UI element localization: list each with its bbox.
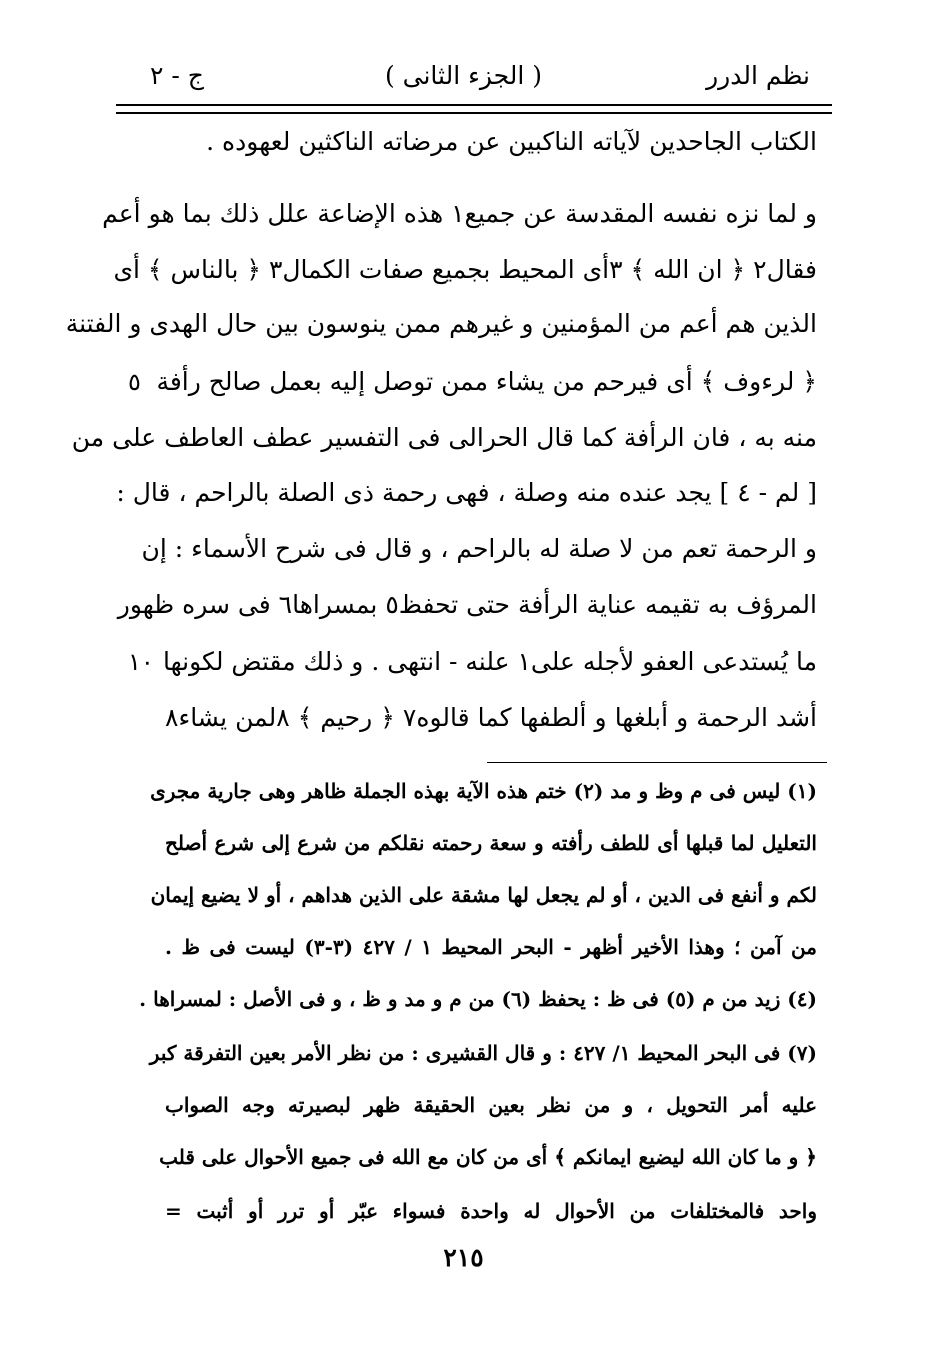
line-number: ٥	[128, 368, 141, 396]
footnote-line: (٧) فى البحر المحيط ١/ ٤٢٧ : و قال القشيرى : من نظر الأمر بعين التفرقة كبر	[149, 1041, 817, 1065]
footnote-line: (٤) زيد من م (٥) فى ظ : يحفظ (٦) من م و مد و ظ ، و فى الأصل : لمسراها .	[139, 987, 817, 1011]
body-line: [ لم - ٤ ] يجد عنده منه وصلة ، فهى رحمة ذى الصلة بالراحم ، قال :	[116, 478, 817, 507]
line-number: ١٠	[128, 648, 154, 676]
volume-label: ج - ٢	[150, 61, 204, 90]
body-line: و لما نزه نفسه المقدسة عن جميع١ هذه الإضاعة علل ذلك بما هو أعم	[102, 199, 817, 228]
body-line: المرؤف به تقيمه عناية الرأفة حتى تحفظ٥ بمسراها٦ فى سره ظهور	[117, 590, 817, 619]
footnote-line: لكم و أنفع فى الدين ، أو لم يجعل لها مشقة على الذين هداهم ، أو لا يضيع إيمان	[150, 883, 817, 907]
footnote-line: ﴿ و ما كان الله ليضيع ايمانكم ﴾ أى من كان مع الله فى جميع الأحوال على قلب	[159, 1145, 817, 1169]
footnote-line: عليه أمر التحويل ، و من نظر بعين الحقيقة ظهر لبصيرته وجه الصواب	[165, 1093, 817, 1117]
running-title: نظم الدرر	[706, 61, 810, 90]
body-line: ﴿ لرءوف ﴾ أى فيرحم من يشاء ممن توصل إليه بعمل صالح رأفة	[156, 367, 817, 396]
body-line: منه به ، فان الرأفة كما قال الحرالى فى التفسير عطف العاطف على من	[71, 423, 817, 452]
page-number: ٢١٥	[443, 1243, 484, 1272]
body-line: ما يُستدعى العفو لأجله على١ علنه - انتهى . و ذلك مقتض لكونها	[163, 647, 817, 676]
part-label: ( الجزء الثانى )	[384, 61, 543, 90]
body-line: أشد الرحمة و أبلغها و ألطفها كما قالوه٧ ﴿ رحيم ﴾ ٨لمن يشاء٨	[165, 703, 817, 732]
body-line: الذين هم أعم من المؤمنين و غيرهم ممن ينوسون بين حال الهدى و الفتنة	[65, 309, 817, 338]
body-line: فقال٢ ﴿ ان الله ﴾ ٣أى المحيط بجميع صفات الكمال٣ ﴿ بالناس ﴾ أى	[113, 255, 817, 284]
footnote-line: من آمن ؛ وهذا الأخير أظهر - البحر المحيط ١ / ٤٢٧ (٣-٣) ليست فى ظ .	[165, 935, 817, 959]
footnote-separator	[487, 762, 827, 763]
footnote-line: التعليل لما قبلها أى للطف رأفته و سعة رحمته نقلكم من شرع إلى شرع أصلح	[165, 831, 817, 855]
footnote-line: واحد فالمختلفات من الأحوال له واحدة فسواء عبّر أو ترر أو أثبت =	[165, 1199, 817, 1223]
body-line: الكتاب الجاحدين لآياته الناكبين عن مرضاته الناكثين لعهوده .	[206, 127, 817, 156]
body-line: و الرحمة تعم من لا صلة له بالراحم ، و قال فى شرح الأسماء : إن	[141, 534, 817, 563]
header-rule-bottom	[116, 112, 832, 114]
footnote-line: (١) ليس فى م وظ و مد (٢) ختم هذه الآية بهذه الجملة ظاهر وهى جارية مجرى	[150, 779, 817, 803]
header-rule-top	[116, 104, 832, 106]
